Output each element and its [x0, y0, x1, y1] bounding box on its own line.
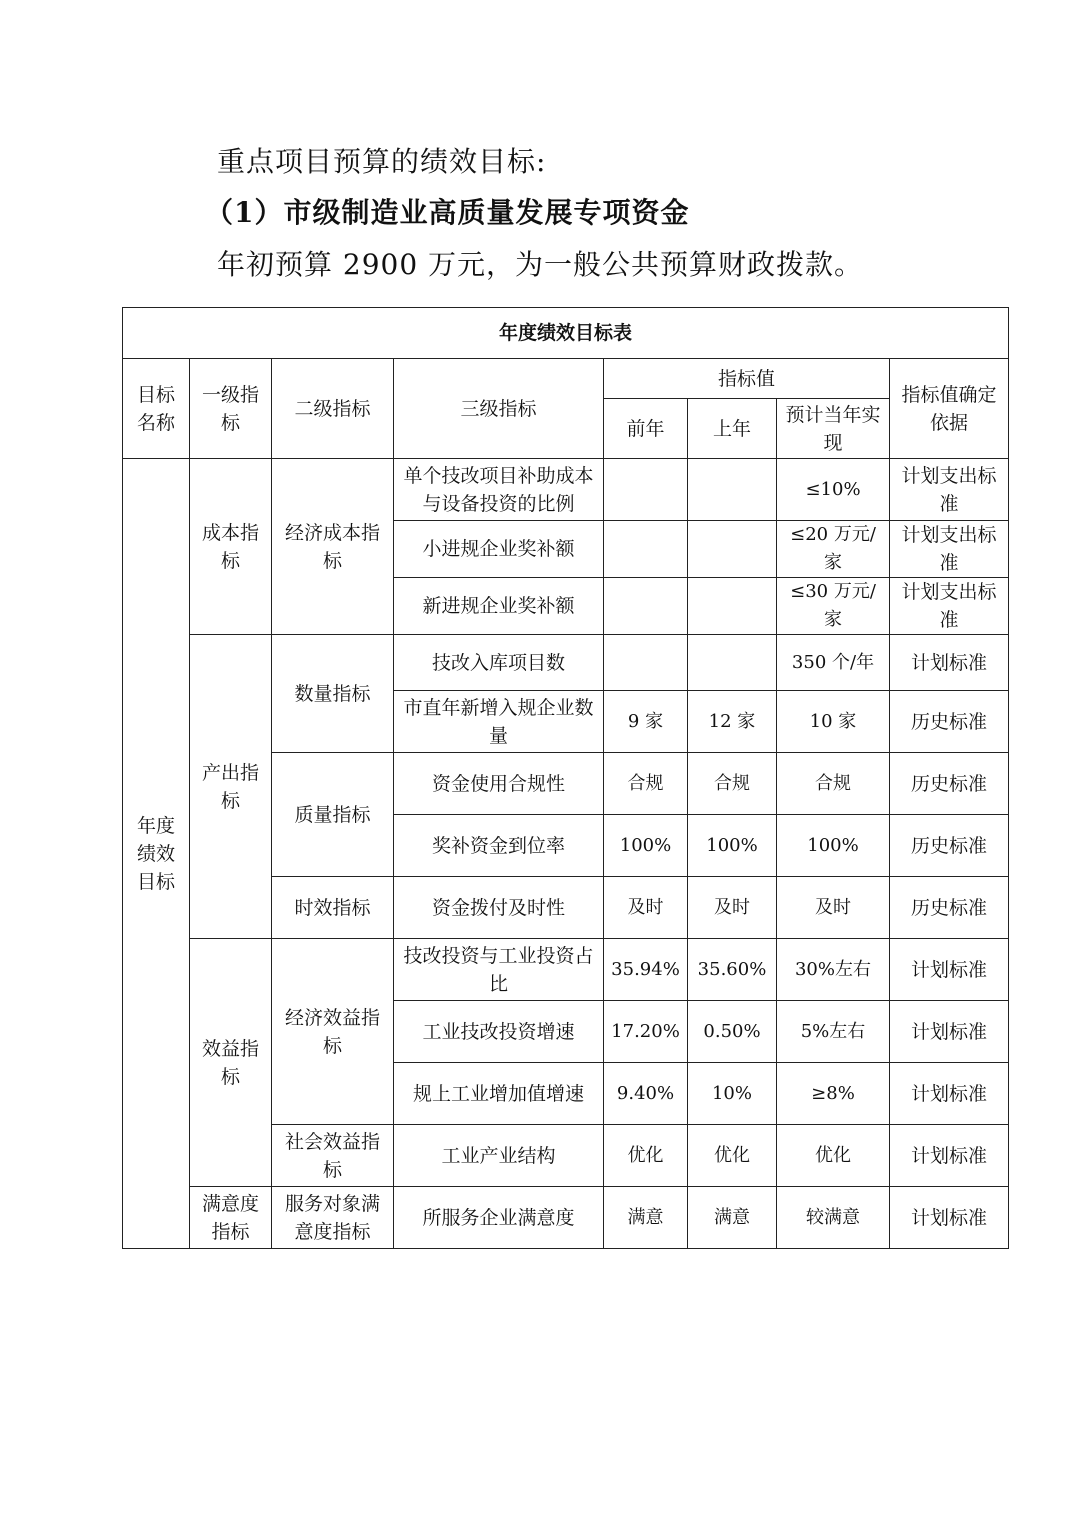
basis-cell: 计划标准	[890, 1063, 1009, 1125]
expected-cell: ≤20 万元/家	[777, 521, 890, 578]
l3-cell: 规上工业增加值增速	[394, 1063, 604, 1125]
header-expected: 预计当年实现	[777, 399, 890, 459]
last-cell: 0.50%	[688, 1001, 777, 1063]
last-cell: 及时	[688, 877, 777, 939]
last-cell: 合规	[688, 753, 777, 815]
last-cell: 优化	[688, 1125, 777, 1187]
header-level1: 一级指标	[190, 359, 272, 459]
l3-cell: 技改入库项目数	[394, 635, 604, 691]
table-title: 年度绩效目标表	[123, 308, 1009, 359]
subgroup-econ-benefit: 经济效益指标	[272, 939, 394, 1125]
basis-cell: 计划支出标准	[890, 521, 1009, 578]
basis-cell: 计划标准	[890, 1187, 1009, 1249]
prev-cell: 9 家	[604, 691, 688, 753]
subgroup-quality: 质量指标	[272, 753, 394, 877]
last-cell	[688, 635, 777, 691]
subgroup-service-satisfaction: 服务对象满意度指标	[272, 1187, 394, 1249]
basis-cell: 计划支出标准	[890, 578, 1009, 635]
group-benefit: 效益指标	[190, 939, 272, 1187]
prev-cell: 优化	[604, 1125, 688, 1187]
basis-cell: 计划标准	[890, 939, 1009, 1001]
prev-cell	[604, 578, 688, 635]
budget-statement: 年初预算 2900 万元，为一般公共预算财政拨款。	[217, 248, 864, 281]
last-cell: 35.60%	[688, 939, 777, 1001]
subgroup-social-benefit: 社会效益指标	[272, 1125, 394, 1187]
subgroup-timeliness: 时效指标	[272, 877, 394, 939]
last-cell: 100%	[688, 815, 777, 877]
basis-cell: 历史标准	[890, 815, 1009, 877]
prev-cell	[604, 521, 688, 578]
intro-line-1: 重点项目预算的绩效目标:	[217, 145, 547, 178]
header-last-year: 上年	[688, 399, 777, 459]
last-cell: 12 家	[688, 691, 777, 753]
expected-cell: ≥8%	[777, 1063, 890, 1125]
prev-cell	[604, 459, 688, 521]
basis-cell: 历史标准	[890, 877, 1009, 939]
expected-cell: 合规	[777, 753, 890, 815]
last-cell	[688, 459, 777, 521]
header-basis: 指标值确定依据	[890, 359, 1009, 459]
basis-cell: 历史标准	[890, 753, 1009, 815]
l3-cell: 小进规企业奖补额	[394, 521, 604, 578]
prev-cell: 满意	[604, 1187, 688, 1249]
expected-cell: 及时	[777, 877, 890, 939]
header-prev-year: 前年	[604, 399, 688, 459]
l3-cell: 资金拨付及时性	[394, 877, 604, 939]
expected-cell: 350 个/年	[777, 635, 890, 691]
l3-cell: 奖补资金到位率	[394, 815, 604, 877]
header-level3: 三级指标	[394, 359, 604, 459]
l3-cell: 单个技改项目补助成本与设备投资的比例	[394, 459, 604, 521]
basis-cell: 计划标准	[890, 635, 1009, 691]
last-cell: 满意	[688, 1187, 777, 1249]
expected-cell: ≤30 万元/家	[777, 578, 890, 635]
expected-cell: 优化	[777, 1125, 890, 1187]
basis-cell: 计划支出标准	[890, 459, 1009, 521]
group-output: 产出指标	[190, 635, 272, 939]
basis-cell: 历史标准	[890, 691, 1009, 753]
last-cell	[688, 521, 777, 578]
performance-target-table	[122, 307, 1009, 1249]
l3-cell: 工业技改投资增速	[394, 1001, 604, 1063]
prev-cell: 合规	[604, 753, 688, 815]
expected-cell: ≤10%	[777, 459, 890, 521]
group-satisfaction: 满意度指标	[190, 1187, 272, 1249]
l3-cell: 所服务企业满意度	[394, 1187, 604, 1249]
basis-cell: 计划标准	[890, 1125, 1009, 1187]
expected-cell: 30%左右	[777, 939, 890, 1001]
subgroup-econ-cost: 经济成本指标	[272, 459, 394, 635]
l3-cell: 技改投资与工业投资占比	[394, 939, 604, 1001]
target-name-cell: 年度绩效目标	[123, 459, 190, 1249]
prev-cell: 100%	[604, 815, 688, 877]
header-value-group: 指标值	[604, 359, 890, 399]
prev-cell: 17.20%	[604, 1001, 688, 1063]
header-level2: 二级指标	[272, 359, 394, 459]
prev-cell: 9.40%	[604, 1063, 688, 1125]
expected-cell: 10 家	[777, 691, 890, 753]
expected-cell: 5%左右	[777, 1001, 890, 1063]
basis-cell: 计划标准	[890, 1001, 1009, 1063]
l3-cell: 新进规企业奖补额	[394, 578, 604, 635]
section-heading: （1）市级制造业高质量发展专项资金	[205, 196, 690, 229]
expected-cell: 100%	[777, 815, 890, 877]
expected-cell: 较满意	[777, 1187, 890, 1249]
prev-cell: 及时	[604, 877, 688, 939]
prev-cell	[604, 635, 688, 691]
l3-cell: 市直年新增入规企业数量	[394, 691, 604, 753]
l3-cell: 资金使用合规性	[394, 753, 604, 815]
header-target-name: 目标名称	[123, 359, 190, 459]
subgroup-quantity: 数量指标	[272, 635, 394, 753]
prev-cell: 35.94%	[604, 939, 688, 1001]
l3-cell: 工业产业结构	[394, 1125, 604, 1187]
group-cost: 成本指标	[190, 459, 272, 635]
last-cell	[688, 578, 777, 635]
last-cell: 10%	[688, 1063, 777, 1125]
